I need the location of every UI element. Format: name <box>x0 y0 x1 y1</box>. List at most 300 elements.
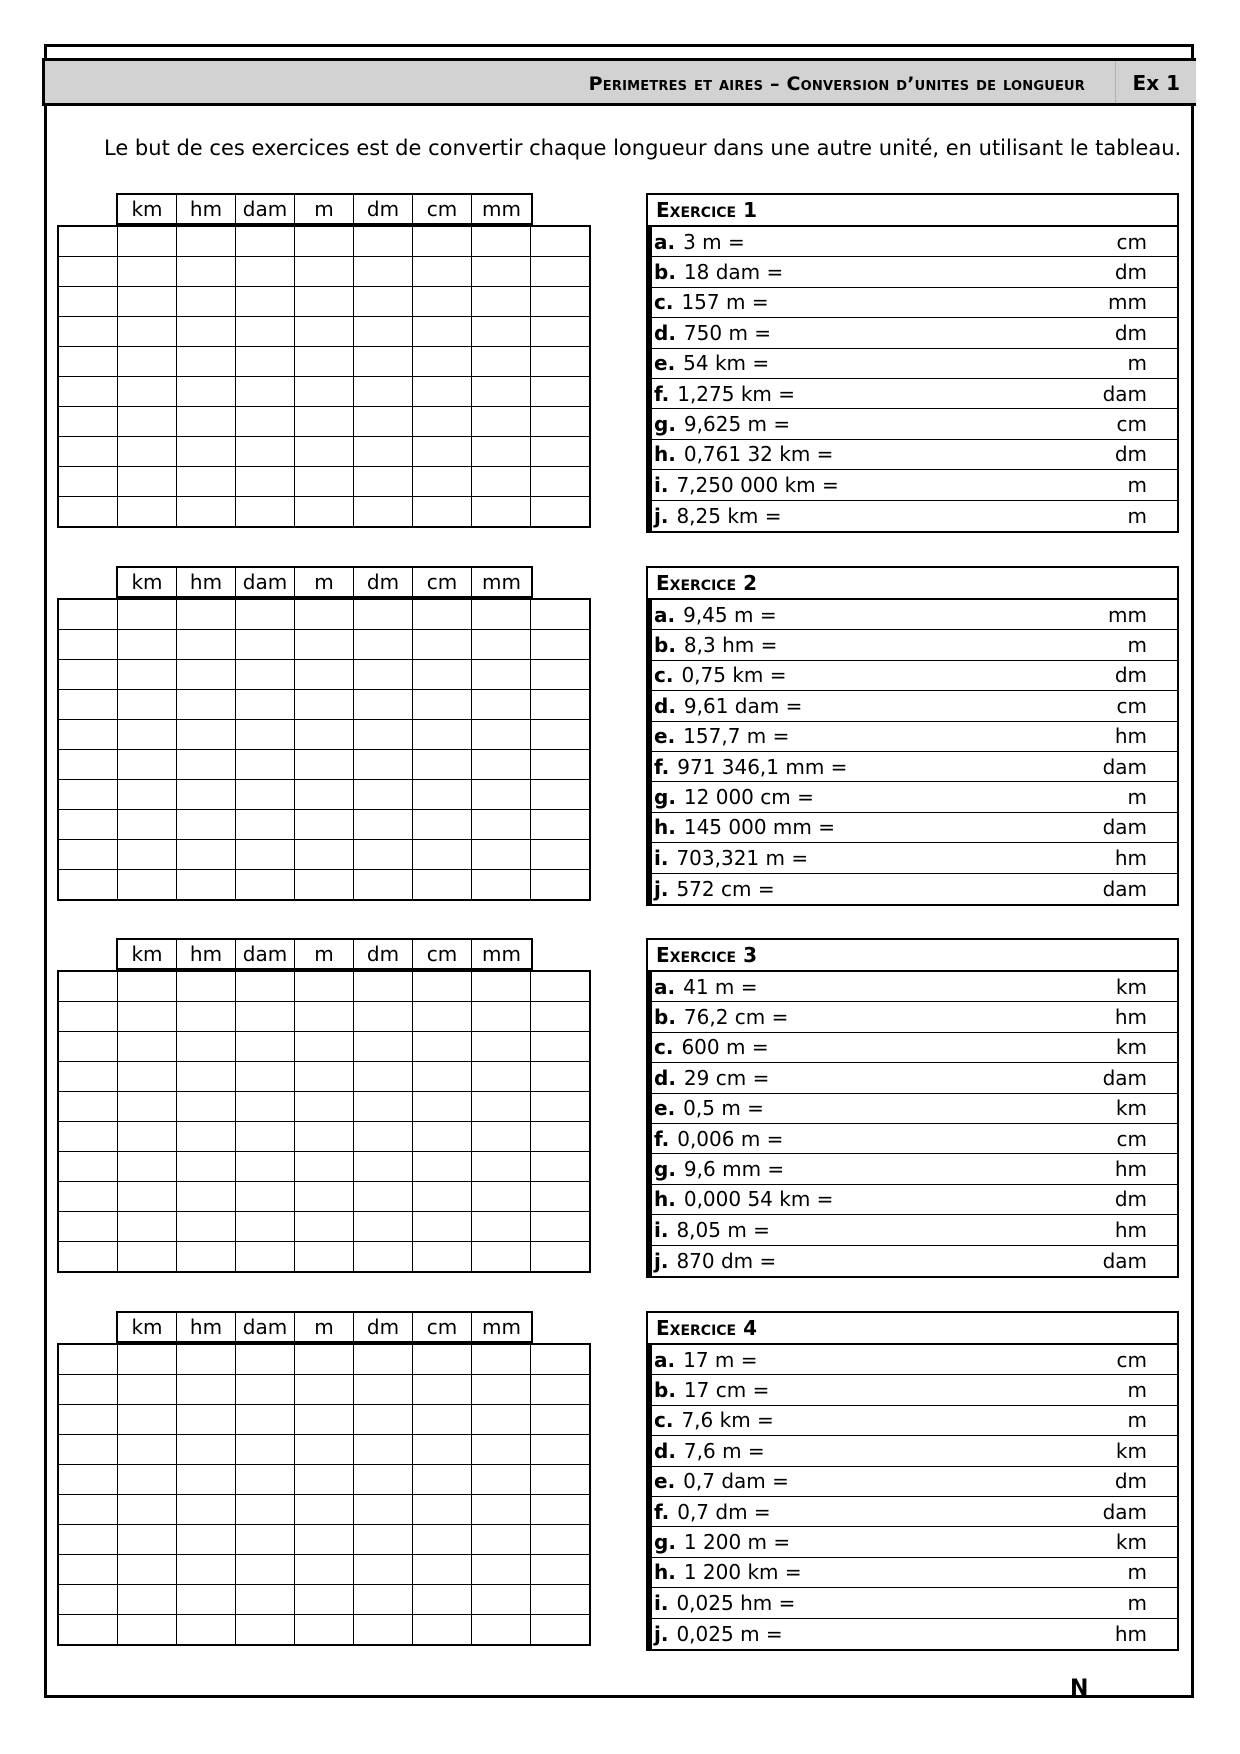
grid-cell[interactable] <box>472 407 531 437</box>
grid-cell[interactable] <box>295 840 354 870</box>
grid-cell[interactable] <box>236 599 295 630</box>
grid-cell[interactable] <box>118 1242 177 1273</box>
grid-cell[interactable] <box>177 1152 236 1182</box>
grid-cell[interactable] <box>236 1002 295 1032</box>
grid-cell[interactable] <box>472 971 531 1002</box>
grid-cell[interactable] <box>413 971 472 1002</box>
grid-cell[interactable] <box>295 1344 354 1375</box>
grid-cell[interactable] <box>236 1212 295 1242</box>
grid-cell[interactable] <box>413 1555 472 1585</box>
grid-cell[interactable] <box>472 630 531 660</box>
grid-cell[interactable] <box>177 1212 236 1242</box>
grid-cell[interactable] <box>177 1585 236 1615</box>
grid-cell[interactable] <box>531 630 591 660</box>
grid-cell[interactable] <box>531 810 591 840</box>
grid-cell[interactable] <box>531 1495 591 1525</box>
grid-cell[interactable] <box>472 1212 531 1242</box>
grid-cell[interactable] <box>413 1525 472 1555</box>
grid-cell[interactable] <box>531 720 591 750</box>
grid-cell[interactable] <box>118 1525 177 1555</box>
grid-cell[interactable] <box>236 226 295 257</box>
grid-cell[interactable] <box>472 377 531 407</box>
grid-cell[interactable] <box>118 870 177 901</box>
grid-cell[interactable] <box>236 1062 295 1092</box>
grid-cell[interactable] <box>58 1002 118 1032</box>
grid-cell[interactable] <box>177 1435 236 1465</box>
grid-cell[interactable] <box>531 1615 591 1646</box>
grid-cell[interactable] <box>118 1585 177 1615</box>
grid-cell[interactable] <box>413 1242 472 1273</box>
grid-cell[interactable] <box>354 1032 413 1062</box>
grid-cell[interactable] <box>413 257 472 287</box>
grid-cell[interactable] <box>58 1182 118 1212</box>
grid-cell[interactable] <box>177 1375 236 1405</box>
grid-cell[interactable] <box>118 497 177 528</box>
grid-cell[interactable] <box>472 750 531 780</box>
grid-cell[interactable] <box>58 226 118 257</box>
grid-cell[interactable] <box>236 407 295 437</box>
grid-cell[interactable] <box>413 720 472 750</box>
grid-cell[interactable] <box>177 690 236 720</box>
grid-cell[interactable] <box>531 1465 591 1495</box>
grid-cell[interactable] <box>118 1435 177 1465</box>
grid-cell[interactable] <box>531 1525 591 1555</box>
grid-cell[interactable] <box>413 1152 472 1182</box>
grid-cell[interactable] <box>531 1002 591 1032</box>
grid-cell[interactable] <box>236 1152 295 1182</box>
grid-cell[interactable] <box>295 1585 354 1615</box>
grid-cell[interactable] <box>295 377 354 407</box>
grid-cell[interactable] <box>58 971 118 1002</box>
grid-cell[interactable] <box>118 226 177 257</box>
grid-cell[interactable] <box>354 1495 413 1525</box>
grid-cell[interactable] <box>354 870 413 901</box>
grid-cell[interactable] <box>236 1032 295 1062</box>
grid-cell[interactable] <box>177 287 236 317</box>
grid-cell[interactable] <box>354 1062 413 1092</box>
grid-cell[interactable] <box>58 780 118 810</box>
grid-cell[interactable] <box>413 1032 472 1062</box>
grid-cell[interactable] <box>295 437 354 467</box>
grid-cell[interactable] <box>58 660 118 690</box>
grid-cell[interactable] <box>236 377 295 407</box>
grid-cell[interactable] <box>472 226 531 257</box>
grid-cell[interactable] <box>236 257 295 287</box>
grid-cell[interactable] <box>354 1122 413 1152</box>
grid-cell[interactable] <box>413 1615 472 1646</box>
grid-cell[interactable] <box>58 1615 118 1646</box>
grid-cell[interactable] <box>354 599 413 630</box>
grid-cell[interactable] <box>118 1495 177 1525</box>
grid-cell[interactable] <box>118 1555 177 1585</box>
grid-cell[interactable] <box>472 1122 531 1152</box>
grid-cell[interactable] <box>58 599 118 630</box>
grid-cell[interactable] <box>531 437 591 467</box>
grid-cell[interactable] <box>295 971 354 1002</box>
grid-cell[interactable] <box>236 1375 295 1405</box>
grid-cell[interactable] <box>413 750 472 780</box>
grid-cell[interactable] <box>413 1495 472 1525</box>
grid-cell[interactable] <box>236 467 295 497</box>
grid-cell[interactable] <box>295 1375 354 1405</box>
grid-cell[interactable] <box>177 407 236 437</box>
grid-cell[interactable] <box>118 720 177 750</box>
grid-cell[interactable] <box>472 690 531 720</box>
grid-cell[interactable] <box>58 870 118 901</box>
grid-cell[interactable] <box>531 750 591 780</box>
grid-cell[interactable] <box>177 840 236 870</box>
grid-cell[interactable] <box>58 1122 118 1152</box>
grid-cell[interactable] <box>58 1495 118 1525</box>
grid-cell[interactable] <box>236 497 295 528</box>
grid-cell[interactable] <box>354 1152 413 1182</box>
grid-cell[interactable] <box>58 377 118 407</box>
grid-cell[interactable] <box>236 870 295 901</box>
grid-cell[interactable] <box>413 1405 472 1435</box>
grid-cell[interactable] <box>58 1242 118 1273</box>
grid-cell[interactable] <box>472 1182 531 1212</box>
grid-cell[interactable] <box>295 1212 354 1242</box>
grid-cell[interactable] <box>413 660 472 690</box>
grid-cell[interactable] <box>472 1242 531 1273</box>
grid-cell[interactable] <box>354 971 413 1002</box>
grid-cell[interactable] <box>118 1375 177 1405</box>
grid-cell[interactable] <box>354 467 413 497</box>
grid-cell[interactable] <box>177 1555 236 1585</box>
grid-cell[interactable] <box>295 1555 354 1585</box>
grid-cell[interactable] <box>177 1242 236 1273</box>
grid-cell[interactable] <box>413 690 472 720</box>
grid-cell[interactable] <box>472 1555 531 1585</box>
grid-cell[interactable] <box>236 347 295 377</box>
grid-cell[interactable] <box>531 257 591 287</box>
grid-cell[interactable] <box>413 599 472 630</box>
grid-cell[interactable] <box>413 437 472 467</box>
grid-cell[interactable] <box>58 437 118 467</box>
grid-cell[interactable] <box>472 780 531 810</box>
grid-cell[interactable] <box>236 1615 295 1646</box>
grid-cell[interactable] <box>177 599 236 630</box>
grid-cell[interactable] <box>295 1405 354 1435</box>
grid-cell[interactable] <box>118 347 177 377</box>
grid-cell[interactable] <box>295 1465 354 1495</box>
grid-cell[interactable] <box>354 720 413 750</box>
grid-cell[interactable] <box>413 1122 472 1152</box>
grid-cell[interactable] <box>295 1525 354 1555</box>
grid-cell[interactable] <box>531 1405 591 1435</box>
grid-cell[interactable] <box>58 467 118 497</box>
grid-cell[interactable] <box>354 437 413 467</box>
grid-cell[interactable] <box>354 1242 413 1273</box>
grid-cell[interactable] <box>354 1465 413 1495</box>
grid-cell[interactable] <box>236 780 295 810</box>
grid-cell[interactable] <box>531 287 591 317</box>
grid-cell[interactable] <box>58 1344 118 1375</box>
grid-cell[interactable] <box>177 1122 236 1152</box>
grid-cell[interactable] <box>118 1182 177 1212</box>
grid-cell[interactable] <box>177 1495 236 1525</box>
grid-cell[interactable] <box>177 750 236 780</box>
grid-cell[interactable] <box>58 840 118 870</box>
grid-cell[interactable] <box>58 1375 118 1405</box>
grid-cell[interactable] <box>531 1182 591 1212</box>
grid-cell[interactable] <box>354 750 413 780</box>
grid-cell[interactable] <box>413 1002 472 1032</box>
grid-cell[interactable] <box>413 810 472 840</box>
grid-cell[interactable] <box>413 840 472 870</box>
grid-cell[interactable] <box>295 287 354 317</box>
grid-cell[interactable] <box>295 317 354 347</box>
grid-cell[interactable] <box>236 1344 295 1375</box>
grid-cell[interactable] <box>413 630 472 660</box>
grid-cell[interactable] <box>236 630 295 660</box>
grid-cell[interactable] <box>177 347 236 377</box>
grid-cell[interactable] <box>295 1495 354 1525</box>
grid-cell[interactable] <box>177 377 236 407</box>
grid-cell[interactable] <box>58 317 118 347</box>
grid-cell[interactable] <box>58 1405 118 1435</box>
grid-cell[interactable] <box>472 1032 531 1062</box>
grid-cell[interactable] <box>236 317 295 347</box>
grid-cell[interactable] <box>413 1062 472 1092</box>
grid-cell[interactable] <box>118 971 177 1002</box>
grid-cell[interactable] <box>413 287 472 317</box>
grid-cell[interactable] <box>354 287 413 317</box>
grid-cell[interactable] <box>177 810 236 840</box>
grid-cell[interactable] <box>531 1092 591 1122</box>
grid-cell[interactable] <box>177 1062 236 1092</box>
grid-cell[interactable] <box>354 1212 413 1242</box>
grid-cell[interactable] <box>354 1405 413 1435</box>
grid-cell[interactable] <box>472 1615 531 1646</box>
grid-cell[interactable] <box>118 407 177 437</box>
grid-cell[interactable] <box>295 407 354 437</box>
grid-cell[interactable] <box>354 497 413 528</box>
grid-cell[interactable] <box>295 660 354 690</box>
grid-cell[interactable] <box>118 1465 177 1495</box>
grid-cell[interactable] <box>58 257 118 287</box>
grid-cell[interactable] <box>295 720 354 750</box>
grid-cell[interactable] <box>236 1182 295 1212</box>
grid-cell[interactable] <box>236 1555 295 1585</box>
grid-cell[interactable] <box>531 347 591 377</box>
grid-cell[interactable] <box>118 1092 177 1122</box>
grid-cell[interactable] <box>118 780 177 810</box>
grid-cell[interactable] <box>295 1182 354 1212</box>
grid-cell[interactable] <box>58 1465 118 1495</box>
grid-cell[interactable] <box>177 1182 236 1212</box>
grid-cell[interactable] <box>531 226 591 257</box>
grid-cell[interactable] <box>531 1212 591 1242</box>
grid-cell[interactable] <box>413 226 472 257</box>
grid-cell[interactable] <box>531 497 591 528</box>
grid-cell[interactable] <box>177 317 236 347</box>
grid-cell[interactable] <box>354 690 413 720</box>
grid-cell[interactable] <box>236 1525 295 1555</box>
grid-cell[interactable] <box>118 1152 177 1182</box>
grid-cell[interactable] <box>354 1585 413 1615</box>
grid-cell[interactable] <box>177 467 236 497</box>
grid-cell[interactable] <box>295 630 354 660</box>
grid-cell[interactable] <box>118 630 177 660</box>
grid-cell[interactable] <box>413 870 472 901</box>
grid-cell[interactable] <box>58 690 118 720</box>
grid-cell[interactable] <box>472 1092 531 1122</box>
grid-cell[interactable] <box>58 1555 118 1585</box>
grid-cell[interactable] <box>413 1344 472 1375</box>
grid-cell[interactable] <box>177 1002 236 1032</box>
grid-cell[interactable] <box>472 870 531 901</box>
grid-cell[interactable] <box>177 1344 236 1375</box>
grid-cell[interactable] <box>58 287 118 317</box>
grid-cell[interactable] <box>472 1062 531 1092</box>
grid-cell[interactable] <box>236 1465 295 1495</box>
grid-cell[interactable] <box>177 1525 236 1555</box>
grid-cell[interactable] <box>354 660 413 690</box>
grid-cell[interactable] <box>236 1092 295 1122</box>
grid-cell[interactable] <box>472 720 531 750</box>
grid-cell[interactable] <box>177 437 236 467</box>
grid-cell[interactable] <box>472 437 531 467</box>
grid-cell[interactable] <box>295 870 354 901</box>
grid-cell[interactable] <box>295 780 354 810</box>
grid-cell[interactable] <box>58 1212 118 1242</box>
grid-cell[interactable] <box>118 287 177 317</box>
grid-cell[interactable] <box>472 1002 531 1032</box>
grid-cell[interactable] <box>531 870 591 901</box>
grid-cell[interactable] <box>472 660 531 690</box>
grid-cell[interactable] <box>118 1405 177 1435</box>
grid-cell[interactable] <box>531 377 591 407</box>
grid-cell[interactable] <box>58 347 118 377</box>
grid-cell[interactable] <box>354 1435 413 1465</box>
grid-cell[interactable] <box>413 377 472 407</box>
grid-cell[interactable] <box>118 840 177 870</box>
grid-cell[interactable] <box>354 407 413 437</box>
grid-cell[interactable] <box>531 1585 591 1615</box>
grid-cell[interactable] <box>118 690 177 720</box>
grid-cell[interactable] <box>58 1435 118 1465</box>
grid-cell[interactable] <box>177 870 236 901</box>
grid-cell[interactable] <box>354 347 413 377</box>
grid-cell[interactable] <box>531 840 591 870</box>
grid-cell[interactable] <box>58 407 118 437</box>
grid-cell[interactable] <box>236 971 295 1002</box>
grid-cell[interactable] <box>236 750 295 780</box>
grid-cell[interactable] <box>531 317 591 347</box>
grid-cell[interactable] <box>177 630 236 660</box>
grid-cell[interactable] <box>118 467 177 497</box>
grid-cell[interactable] <box>531 1375 591 1405</box>
grid-cell[interactable] <box>472 1525 531 1555</box>
grid-cell[interactable] <box>118 257 177 287</box>
grid-cell[interactable] <box>177 1092 236 1122</box>
grid-cell[interactable] <box>295 1002 354 1032</box>
grid-cell[interactable] <box>236 660 295 690</box>
grid-cell[interactable] <box>295 1242 354 1273</box>
grid-cell[interactable] <box>472 1405 531 1435</box>
grid-cell[interactable] <box>236 1585 295 1615</box>
grid-cell[interactable] <box>472 347 531 377</box>
grid-cell[interactable] <box>236 1242 295 1273</box>
grid-cell[interactable] <box>472 599 531 630</box>
grid-cell[interactable] <box>413 1092 472 1122</box>
grid-cell[interactable] <box>118 750 177 780</box>
grid-cell[interactable] <box>531 1555 591 1585</box>
grid-cell[interactable] <box>236 720 295 750</box>
grid-cell[interactable] <box>295 467 354 497</box>
grid-cell[interactable] <box>177 720 236 750</box>
grid-cell[interactable] <box>472 810 531 840</box>
grid-cell[interactable] <box>295 1092 354 1122</box>
grid-cell[interactable] <box>118 810 177 840</box>
grid-cell[interactable] <box>413 497 472 528</box>
grid-cell[interactable] <box>413 1182 472 1212</box>
grid-cell[interactable] <box>118 1344 177 1375</box>
grid-cell[interactable] <box>177 780 236 810</box>
grid-cell[interactable] <box>472 1435 531 1465</box>
grid-cell[interactable] <box>413 407 472 437</box>
grid-cell[interactable] <box>413 1375 472 1405</box>
grid-cell[interactable] <box>118 377 177 407</box>
grid-cell[interactable] <box>354 226 413 257</box>
grid-cell[interactable] <box>236 437 295 467</box>
grid-cell[interactable] <box>236 1435 295 1465</box>
grid-cell[interactable] <box>472 287 531 317</box>
grid-cell[interactable] <box>177 1032 236 1062</box>
grid-cell[interactable] <box>118 599 177 630</box>
grid-cell[interactable] <box>413 1212 472 1242</box>
grid-cell[interactable] <box>295 750 354 780</box>
grid-cell[interactable] <box>354 1092 413 1122</box>
grid-cell[interactable] <box>354 630 413 660</box>
grid-cell[interactable] <box>295 1032 354 1062</box>
grid-cell[interactable] <box>531 467 591 497</box>
grid-cell[interactable] <box>472 1152 531 1182</box>
grid-cell[interactable] <box>413 347 472 377</box>
grid-cell[interactable] <box>58 630 118 660</box>
grid-cell[interactable] <box>531 1122 591 1152</box>
grid-cell[interactable] <box>295 226 354 257</box>
grid-cell[interactable] <box>58 1032 118 1062</box>
grid-cell[interactable] <box>413 1435 472 1465</box>
grid-cell[interactable] <box>295 1062 354 1092</box>
grid-cell[interactable] <box>531 1344 591 1375</box>
grid-cell[interactable] <box>472 840 531 870</box>
grid-cell[interactable] <box>295 1152 354 1182</box>
grid-cell[interactable] <box>531 1062 591 1092</box>
grid-cell[interactable] <box>177 226 236 257</box>
grid-cell[interactable] <box>295 599 354 630</box>
grid-cell[interactable] <box>58 1525 118 1555</box>
grid-cell[interactable] <box>531 971 591 1002</box>
grid-cell[interactable] <box>58 810 118 840</box>
grid-cell[interactable] <box>177 1405 236 1435</box>
grid-cell[interactable] <box>531 407 591 437</box>
grid-cell[interactable] <box>531 599 591 630</box>
grid-cell[interactable] <box>118 1122 177 1152</box>
grid-cell[interactable] <box>413 317 472 347</box>
grid-cell[interactable] <box>118 1062 177 1092</box>
grid-cell[interactable] <box>472 257 531 287</box>
grid-cell[interactable] <box>472 497 531 528</box>
grid-cell[interactable] <box>531 1032 591 1062</box>
grid-cell[interactable] <box>58 1585 118 1615</box>
grid-cell[interactable] <box>58 1062 118 1092</box>
grid-cell[interactable] <box>236 810 295 840</box>
grid-cell[interactable] <box>354 257 413 287</box>
grid-cell[interactable] <box>472 467 531 497</box>
